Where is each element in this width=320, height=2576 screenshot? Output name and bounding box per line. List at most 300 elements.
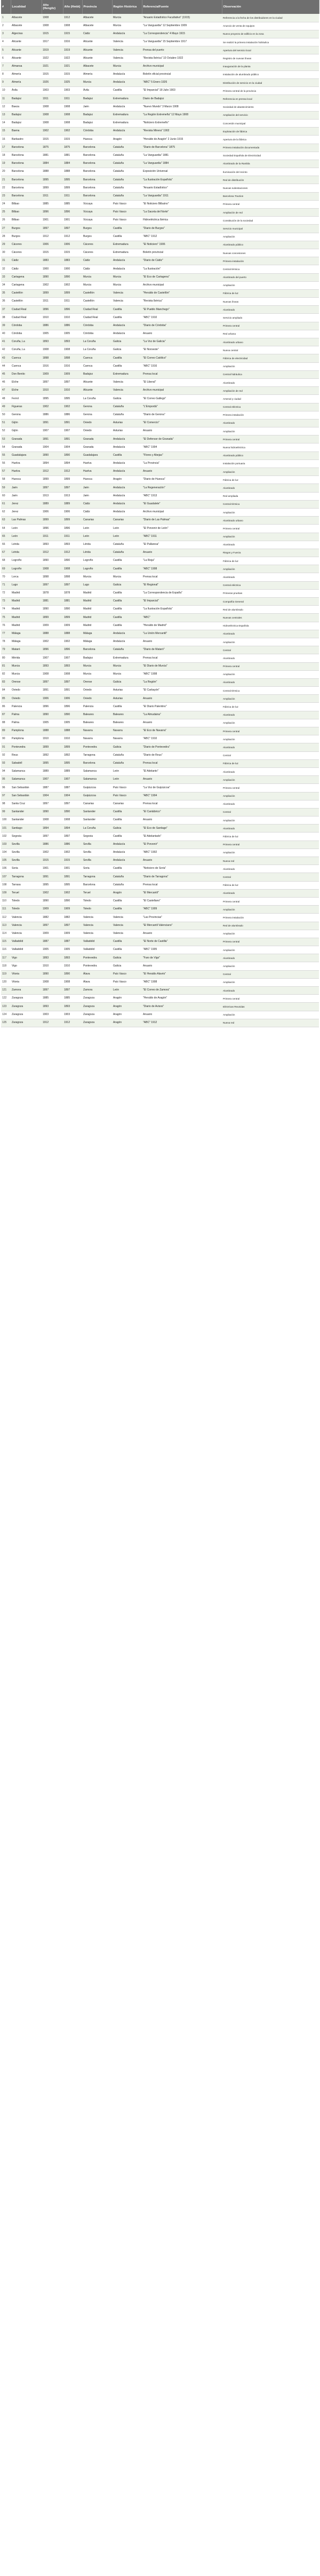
table-cell: Madrid [82, 614, 112, 622]
table-cell: 33 [1, 273, 11, 281]
table-cell: 1908 [42, 565, 63, 573]
table-cell: 54 [1, 443, 11, 451]
table-cell: "Anuario Estadístico Facultativo" (1915) [142, 14, 222, 22]
table-cell: Alumbrado público [222, 451, 319, 459]
table-cell: Badajoz [11, 95, 42, 103]
table-cell: 84 [1, 687, 11, 695]
table-cell: 76 [1, 622, 11, 630]
table-cell: Ampliación [222, 362, 319, 370]
table-cell: Central térmica [222, 265, 319, 273]
table-cell: 1902 [63, 403, 82, 411]
table-row [1, 767, 319, 775]
table-cell: País Vasco [112, 200, 142, 208]
table-cell: 1915 [63, 136, 82, 144]
table-cell: Murcia [82, 662, 112, 670]
table-cell: 1897 [42, 987, 63, 995]
table-cell: 1881 [63, 598, 82, 606]
table-cell: "ABC" 1908 [142, 565, 222, 573]
table-cell: Vizcaya [82, 200, 112, 208]
table-cell: 1899 [42, 289, 63, 297]
table-cell: 23 [1, 192, 11, 200]
table-cell: Archivo municipal [142, 387, 222, 395]
table-cell: 1902 [42, 281, 63, 289]
table-row [1, 930, 319, 938]
table-cell: León [11, 533, 42, 541]
table-cell: "ABC" 1908 [142, 670, 222, 678]
table-cell: 71 [1, 581, 11, 589]
table-cell: León [112, 767, 142, 775]
table-cell: 1897 [63, 678, 82, 686]
table-cell: Huesca [11, 476, 42, 484]
header-row [1, 0, 319, 14]
table-cell: "La Vanguardia" 1884 [142, 160, 222, 168]
table-cell: 1894 [42, 459, 63, 467]
table-cell: Galicia [112, 743, 142, 751]
table-cell: Galicia [112, 962, 142, 970]
table-row [1, 119, 319, 127]
table-cell: 83 [1, 678, 11, 686]
table-cell: "El Mercantil" [142, 889, 222, 897]
table-row [1, 136, 319, 144]
table-cell: San Sebastián [11, 784, 42, 792]
table-cell: Barcelona [11, 144, 42, 152]
table-cell: Sevilla [11, 849, 42, 857]
table-cell: 26 [1, 217, 11, 225]
table-cell: 1908 [42, 22, 63, 30]
table-cell: "La Rioja" [142, 557, 222, 565]
table-row [1, 468, 319, 476]
table-cell: 117 [1, 954, 11, 962]
table-row [1, 338, 319, 346]
table-cell: 1910 [42, 962, 63, 970]
table-cell: 1897 [42, 581, 63, 589]
table-row [1, 54, 319, 62]
table-cell: Badajoz [82, 654, 112, 662]
table-cell: 1899 [42, 476, 63, 484]
table-cell: Ampliación [222, 719, 319, 727]
table-cell: León [11, 525, 42, 533]
table-row [1, 322, 319, 330]
table-cell: 46 [1, 378, 11, 386]
table-cell: Valencia [112, 289, 142, 297]
table-cell: "El Noticiero" 1906 [142, 241, 222, 249]
table-cell: 61 [1, 500, 11, 508]
table-cell: 1890 [42, 808, 63, 816]
table-cell: 115 [1, 938, 11, 946]
table-row [1, 273, 319, 281]
table-row [1, 443, 319, 451]
table-row [1, 70, 319, 78]
table-cell: "El Carbayón" [142, 687, 222, 695]
table-cell: Las Palmas [11, 517, 42, 525]
table-cell: Ciudad Real [11, 306, 42, 314]
table-cell: Alumbrado [222, 654, 319, 662]
table-cell: Vizcaya [82, 209, 112, 217]
table-row [1, 22, 319, 30]
table-cell: 1907 [63, 427, 82, 435]
table-cell: Tarrasa [11, 881, 42, 889]
table-cell: 1912 [63, 233, 82, 241]
table-row [1, 719, 319, 727]
table-cell: 1926 [42, 79, 63, 87]
column-header: Año (Hmbt) [63, 0, 82, 14]
table-cell: Diario de Badajoz [142, 95, 222, 103]
table-cell: País Vasco [112, 978, 142, 986]
table-cell: "El Eco de Santiago" [142, 825, 222, 833]
table-cell: 106 [1, 865, 11, 873]
table-cell: 25 [1, 209, 11, 217]
table-cell: Castilla [112, 87, 142, 95]
table-cell: Fábrica de luz [222, 476, 319, 484]
table-cell: Andalucía [112, 443, 142, 451]
table-cell: Salamanca [82, 776, 112, 784]
table-cell: Andalucía [112, 103, 142, 111]
table-cell: 3 [1, 30, 11, 38]
table-cell: 1895 [63, 881, 82, 889]
table-row [1, 897, 319, 905]
table-cell: 1896 [63, 209, 82, 217]
table-cell: Soria [11, 865, 42, 873]
table-cell: Castilla [112, 362, 142, 370]
table-cell: 42 [1, 346, 11, 354]
table-cell: Valencia [112, 922, 142, 930]
table-cell: 116 [1, 946, 11, 954]
table-cell: Central [222, 646, 319, 654]
table-cell: 24 [1, 200, 11, 208]
table-row [1, 209, 319, 217]
table-cell: Anuario [142, 1011, 222, 1019]
table-cell: 1888 [42, 630, 63, 638]
table-cell: 16 [1, 136, 11, 144]
table-cell: 18 [1, 152, 11, 160]
table-cell: Ávila [11, 87, 42, 95]
table-row [1, 662, 319, 670]
table-cell: 1897 [42, 378, 63, 386]
table-cell: Málaga [82, 630, 112, 638]
table-cell: 1904 [63, 792, 82, 800]
table-cell: Valladolid [11, 946, 42, 954]
table-cell: Almería [82, 70, 112, 78]
table-cell: Murcia [82, 79, 112, 87]
table-row [1, 646, 319, 654]
table-cell: Murcia [11, 662, 42, 670]
table-cell: Andalucía [112, 265, 142, 273]
table-cell: 1891 [42, 435, 63, 443]
table-cell: 1897 [42, 800, 63, 808]
table-cell: Aragón [112, 1019, 142, 1027]
table-cell: 1902 [42, 128, 63, 136]
table-cell: Galicia [112, 954, 142, 962]
table-cell: Segovia [11, 833, 42, 841]
table-cell: Cataluña [112, 541, 142, 549]
table-cell: Galicia [112, 338, 142, 346]
table-cell: Huesca [82, 136, 112, 144]
table-cell: 1893 [42, 541, 63, 549]
table-cell: "El Noroeste" [142, 346, 222, 354]
table-cell: "El Imparcial" 18 Julio 1903 [142, 87, 222, 95]
table-cell: Teruel [11, 889, 42, 897]
table-cell: 1887 [63, 938, 82, 946]
table-cell: Salamanca [11, 776, 42, 784]
table-cell: Huelva [82, 459, 112, 467]
table-cell: Baeza [11, 103, 42, 111]
table-row [1, 759, 319, 767]
table-cell: 100 [1, 817, 11, 825]
table-cell: Castilla [112, 946, 142, 954]
table-cell: Alicante [82, 54, 112, 62]
table-cell: 1907 [42, 776, 63, 784]
table-cell: 1883 [63, 257, 82, 265]
table-cell: 1890 [42, 557, 63, 565]
table-cell: 103 [1, 841, 11, 849]
table-cell: 1897 [42, 225, 63, 233]
table-cell: "El Adelantado" [142, 833, 222, 841]
table-cell: 1898 [42, 573, 63, 581]
table-cell: 1887 [63, 784, 82, 792]
table-cell: 62 [1, 508, 11, 516]
table-cell: 1893 [63, 954, 82, 962]
table-cell: Alumbrado [222, 378, 319, 386]
table-cell: Valladolid [82, 946, 112, 954]
table-cell: Fábrica de luz [222, 833, 319, 841]
table-cell: Almería [11, 70, 42, 78]
table-cell: Lérida [82, 549, 112, 557]
table-cell: Ampliación [222, 776, 319, 784]
table-cell: Castilla [112, 314, 142, 322]
table-cell: 80 [1, 654, 11, 662]
table-cell: "ABC" 1905 [142, 946, 222, 954]
table-cell: Barcelona [82, 759, 112, 767]
table-cell: Ampliación [222, 946, 319, 954]
table-cell: 85 [1, 695, 11, 703]
table-cell: Jaén [82, 492, 112, 500]
table-cell: 88 [1, 719, 11, 727]
table-cell: 1908 [63, 670, 82, 678]
table-cell: "Faro de Vigo" [142, 954, 222, 962]
table-cell: Murcia [82, 573, 112, 581]
table-cell: 1915 [63, 857, 82, 865]
table-cell: "ABC" 5 Enero 1926 [142, 79, 222, 87]
table-cell: Navarra [82, 735, 112, 743]
table-cell: Navarra [112, 735, 142, 743]
table-cell: 1909 [42, 370, 63, 378]
table-cell: Murcia [112, 22, 142, 30]
table-row [1, 817, 319, 825]
table-cell: 1915 [63, 249, 82, 257]
table-cell: 1888 [42, 727, 63, 735]
table-row [1, 825, 319, 833]
table-cell: Central [222, 873, 319, 881]
table-cell: Oviedo [82, 419, 112, 427]
table-cell: Toledo [82, 906, 112, 914]
table-cell: 1897 [63, 581, 82, 589]
table-cell: Málaga [11, 630, 42, 638]
table-cell: 1897 [63, 987, 82, 995]
table-row [1, 873, 319, 881]
table-row [1, 557, 319, 565]
table-cell: 1884 [63, 160, 82, 168]
table-row [1, 476, 319, 484]
table-cell: 1890 [63, 273, 82, 281]
table-cell: "El Pallaresa" [142, 541, 222, 549]
table-cell: 1908 [42, 111, 63, 119]
table-cell: "La Correspondencia" 4 Mayo 1915 [142, 30, 222, 38]
table-cell: 47 [1, 387, 11, 395]
table-cell: Burgos [82, 225, 112, 233]
table-cell: 112 [1, 914, 11, 922]
table-cell: 1894 [42, 825, 63, 833]
table-cell: Castilla [112, 225, 142, 233]
table-cell: 1882 [63, 914, 82, 922]
table-cell: 1911 [42, 95, 63, 103]
table-cell: Central térmica [222, 687, 319, 695]
table-cell: 1881 [63, 152, 82, 160]
table-cell: 1890 [63, 808, 82, 816]
table-cell: "ABC" 1912 [142, 233, 222, 241]
table-cell: Figueras [11, 403, 42, 411]
table-cell: 1901 [63, 865, 82, 873]
table-cell: 1902 [42, 403, 63, 411]
table-cell: 1908 [63, 103, 82, 111]
table-cell: Distribución de servicio en la ciudad [222, 79, 319, 87]
table-cell: 1908 [42, 817, 63, 825]
table-cell: Valencia [112, 930, 142, 938]
table-cell: Red urbana [222, 330, 319, 338]
table-cell: 86 [1, 703, 11, 711]
table-cell: 1890 [63, 897, 82, 905]
table-row [1, 144, 319, 152]
table-cell: Prensa local [142, 654, 222, 662]
table-cell: "El Imparcial" [142, 598, 222, 606]
table-cell: Cataluña [112, 192, 142, 200]
table-cell: Castilla [112, 589, 142, 597]
table-cell: Andalucía [112, 484, 142, 492]
table-cell: Guipúzcoa [82, 784, 112, 792]
table-cell: Archivo municipal [142, 508, 222, 516]
table-cell: 1890 [42, 711, 63, 719]
table-cell: 1902 [42, 638, 63, 646]
table-cell: 48 [1, 395, 11, 403]
table-row [1, 678, 319, 686]
table-cell: Primera central [222, 841, 319, 849]
table-cell: Central eléctrica [222, 581, 319, 589]
table-cell: Aragón [112, 1003, 142, 1011]
table-row [1, 200, 319, 208]
table-cell: Castellón [82, 298, 112, 306]
table-cell: "Diario de Cádiz" [142, 257, 222, 265]
table-cell: Anuncio de venta de equipos [222, 22, 319, 30]
table-cell: Ampliación [222, 978, 319, 986]
table-cell: Castilla [112, 808, 142, 816]
table-cell: "La Vanguardia" 15 Septiembre 1917 [142, 38, 222, 46]
table-cell: 1903 [63, 1011, 82, 1019]
table-cell: San Sebastián [11, 792, 42, 800]
table-cell: 1916 [63, 362, 82, 370]
table-cell: 1883 [42, 257, 63, 265]
table-cell: 1901 [42, 217, 63, 225]
table-cell: Anuario [142, 427, 222, 435]
table-cell: Andalucía [112, 322, 142, 330]
table-cell: País Vasco [112, 784, 142, 792]
table-cell: 1889 [63, 500, 82, 508]
table-cell: 1890 [63, 711, 82, 719]
table-cell: Galicia [112, 678, 142, 686]
table-cell: Ampliación de red [222, 209, 319, 217]
table-row [1, 38, 319, 46]
table-cell: Ampliación [222, 1011, 319, 1019]
table-cell: 107 [1, 873, 11, 881]
table-row [1, 995, 319, 1003]
table-cell: Castellón [11, 289, 42, 297]
table-row [1, 79, 319, 87]
table-cell: Central eléctrica [222, 403, 319, 411]
table-cell: La Coruña [82, 395, 112, 403]
table-cell: 68 [1, 557, 11, 565]
table-cell: Valladolid [82, 938, 112, 946]
table-cell: Pamplona [11, 727, 42, 735]
table-row [1, 517, 319, 525]
table-cell: 98 [1, 800, 11, 808]
table-cell: 1910 [42, 314, 63, 322]
table-cell: 28 [1, 233, 11, 241]
table-cell: Ampliación [222, 427, 319, 435]
table-cell: Red ampliada [222, 492, 319, 500]
table-row [1, 387, 319, 395]
table-cell: 1896 [42, 703, 63, 711]
table-cell: Anuario [142, 330, 222, 338]
table-cell: 35 [1, 289, 11, 297]
table-cell: La Coruña [82, 346, 112, 354]
table-cell: 1899 [42, 614, 63, 622]
table-cell: León [82, 533, 112, 541]
table-cell: 87 [1, 711, 11, 719]
table-cell: Prensa del puerto [142, 46, 222, 54]
table-cell: Extremadura [112, 241, 142, 249]
table-cell: 1 [1, 14, 11, 22]
table-cell: Castilla [112, 354, 142, 362]
table-cell: Aragón [112, 476, 142, 484]
table-cell: 13 [1, 111, 11, 119]
table-cell: Ampliación de red [222, 387, 319, 395]
table-cell: Primera central [222, 938, 319, 946]
table-cell: Santa Cruz [11, 800, 42, 808]
table-cell: Gerona [82, 403, 112, 411]
table-cell: Referencia en prensa local [222, 95, 319, 103]
table-cell: Sevilla [11, 841, 42, 849]
table-row [1, 541, 319, 549]
table-cell: "Heraldo de Castellón" [142, 289, 222, 297]
table-cell: Primera central de la provincia [222, 87, 319, 95]
table-cell: 1890 [63, 970, 82, 978]
table-cell: 1907 [42, 654, 63, 662]
table-cell: 1898 [63, 573, 82, 581]
table-cell: "El Eco de Navarra" [142, 727, 222, 735]
table-cell: "Noticiero Extremeño" [142, 119, 222, 127]
table-cell: 1899 [63, 743, 82, 751]
table-cell: 40 [1, 330, 11, 338]
table-cell: 1887 [42, 938, 63, 946]
table-cell: Cartagena [11, 281, 42, 289]
table-cell: 1896 [42, 306, 63, 314]
table-cell: Alumbrado [222, 800, 319, 808]
table-cell: 1902 [63, 849, 82, 857]
table-cell: Almansa [11, 62, 42, 70]
table-cell: Murcia [112, 273, 142, 281]
table-cell: "La Regeneración" [142, 484, 222, 492]
table-row [1, 743, 319, 751]
table-cell: "La Provincia" [142, 459, 222, 467]
table-row [1, 654, 319, 662]
